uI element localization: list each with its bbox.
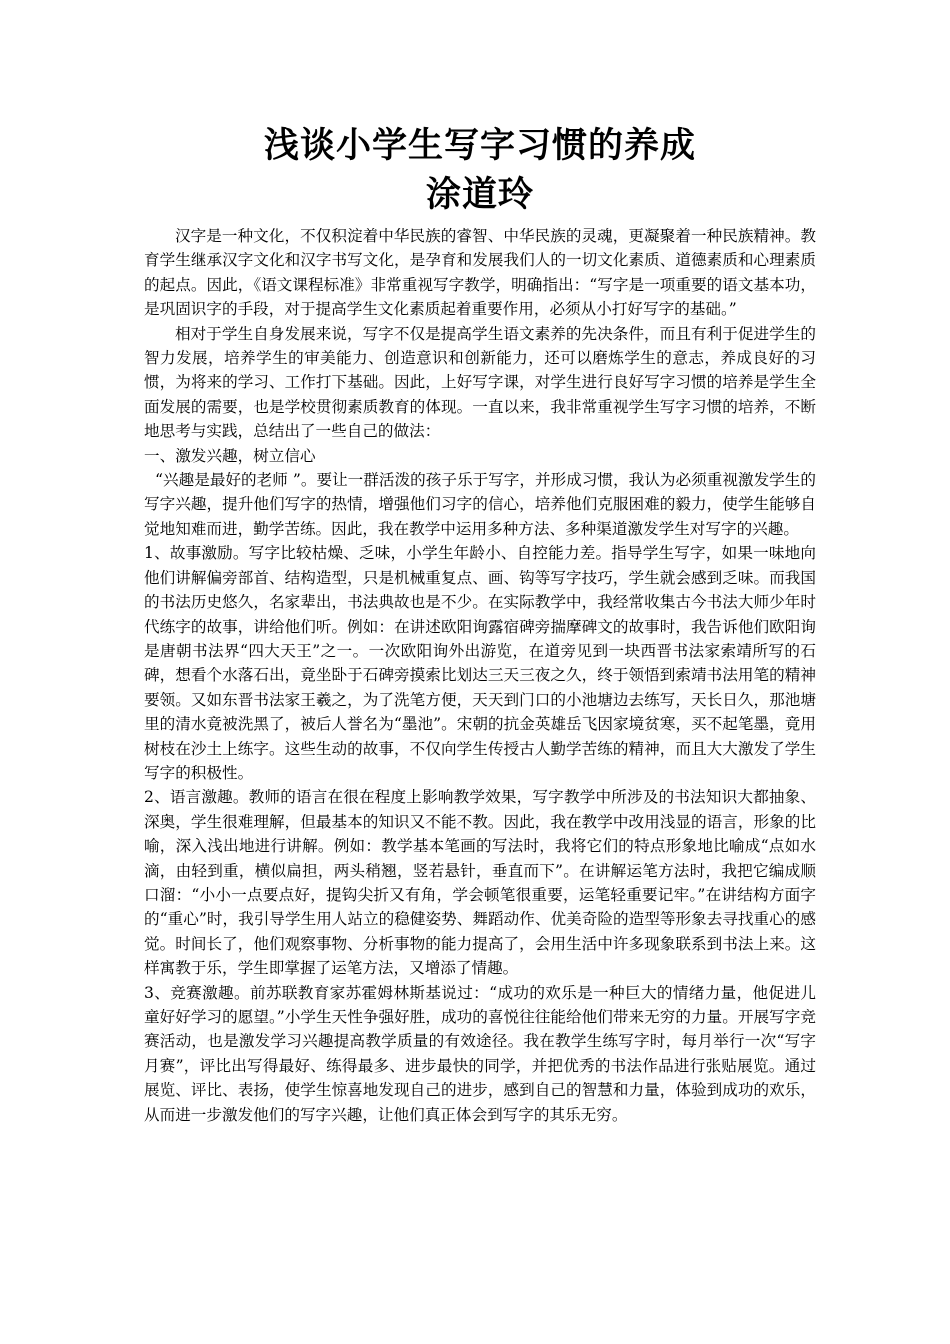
document-page <box>144 122 816 1127</box>
author-name: 涂道玲 <box>425 174 534 215</box>
document-title: 浅谈小学生写字习惯的养成 <box>263 125 696 166</box>
paragraph-development: 相对于学生自身发展来说，写字不仅是提高学生语文素养的先决条件，而且有利于促进学生的智力发展，培养学生的审美能力、创造意识和创新能力，还可以磨炼学生的意志，养成良好的习惯，为将来的学习、工作打下基础。因此，上好写字课，对学生进行良好写字习惯的培养是学生全面发展的需要，也是学校贯彻素质教育的体现。一直以来，我非常重视学生写字习惯的培养，不断地思考与实践，总结出了一些自己的做法： <box>144 324 816 441</box>
paragraph-interest: “兴趣是最好的老师 ”。要让一群活泼的孩子乐于写字，并形成习惯，我认为必须重视激发学生的写字兴趣，提升他们写字的热情，增强他们习字的信心，培养他们克服困难的毅力，使学生能够自觉地知难而进，勤学苦练。因此，我在教学中运用多种方法、多种渠道激发学生对写字的兴趣。 <box>144 471 816 538</box>
paragraph-story-motivation: 1、故事激励。写字比较枯燥、乏味，小学生年龄小、自控能力差。指导学生写字，如果一味地向他们讲解偏旁部首、结构造型，只是机械重复点、画、钩等写字技巧，学生就会感到乏味。而我国的书法历史悠久，名家辈出，书法典故也是不少。在实际教学中，我经常收集古今书法大师少年时代练字的故事，讲给他们听。例如：在讲述欧阳询露宿碑旁揣摩碑文的故事时，我告诉他们欧阳询是唐朝书法界“四大天王”之一。一次欧阳询外出游览，在道旁见到一块西晋书法家索靖所写的石碑，想看个水落石出，竟坐卧于石碑旁摸索比划达三天三夜之久，终于领悟到索靖书法用笔的精神要领。又如东晋书法家王羲之，为了洗笔方便，天天到门口的小池塘边去练写，天长日久，那池塘里的清水竟被洗黑了，被后人誉名为“墨池”。宋朝的抗金英雄岳飞因家境贫寒，买不起笔墨，竟用树枝在沙土上练字。这些生动的故事，不仅向学生传授古人勤学苦练的精神，而且大大激发了学生写字的积极性。 <box>144 544 816 782</box>
section-heading-1: 一、激发兴趣，树立信心 <box>144 446 316 465</box>
paragraph-intro: 汉字是一种文化，不仅积淀着中华民族的睿智、中华民族的灵魂，更凝聚着一种民族精神。教育学生继承汉字文化和汉字书写文化，是孕育和发展我们人的一切文化素质、道德素质和心理素质的起点。因此，《语文课程标准》非常重视写字教学，明确指出：“写字是一项重要的语文基本功，是巩固识字的手段，对于提高学生文化素质起着重要作用，必须从小打好写字的基础。” <box>144 227 816 319</box>
paragraph-language-interest: 2、语言激趣。教师的语言在很在程度上影响教学效果，写字教学中所涉及的书法知识大都抽象、深奥，学生很难理解，但最基本的知识又不能不教。因此，我在教学中改用浅显的语言，形象的比喻，深入浅出地进行讲解。例如：教学基本笔画的写法时，我将它们的特点形象地比喻成“点如水滴，由轻到重，横似扁担，两头稍翘，竖若悬针，垂直而下”。在讲解运笔方法时，我把它编成顺口溜：“小小一点要点好，提钩尖折又有角，学会顿笔很重要，运笔轻重要记牢。”在讲结构方面字的“重心”时，我引导学生用人站立的稳健姿势、舞蹈动作、优美奇险的造型等形象去寻找重心的感觉。时间长了，他们观察事物、分析事物的能力提高了，会用生活中许多现象联系到书法上来。这样寓教于乐，学生即掌握了运笔方法，又增添了情趣。 <box>144 788 816 978</box>
paragraph-competition-interest: 3、竞赛激趣。前苏联教育家苏霍姆林斯基说过：“成功的欢乐是一种巨大的情绪力量，他促进儿童好好学习的愿望。”小学生天性争强好胜，成功的喜悦往往能给他们带来无穷的力量。开展写字竞赛活动，也是激发学习兴趣提高教学质量的有效途径。我在教学生练写字时，每月举行一次“写字月赛”，评比出写得最好、练得最多、进步最快的同学，并把优秀的书法作品进行张贴展览。通过展览、评比、表扬，使学生惊喜地发现自己的进步，感到自己的智慧和力量，体验到成功的欢乐，从而进一步激发他们的写字兴趣，让他们真正体会到写字的其乐无穷。 <box>144 983 816 1124</box>
